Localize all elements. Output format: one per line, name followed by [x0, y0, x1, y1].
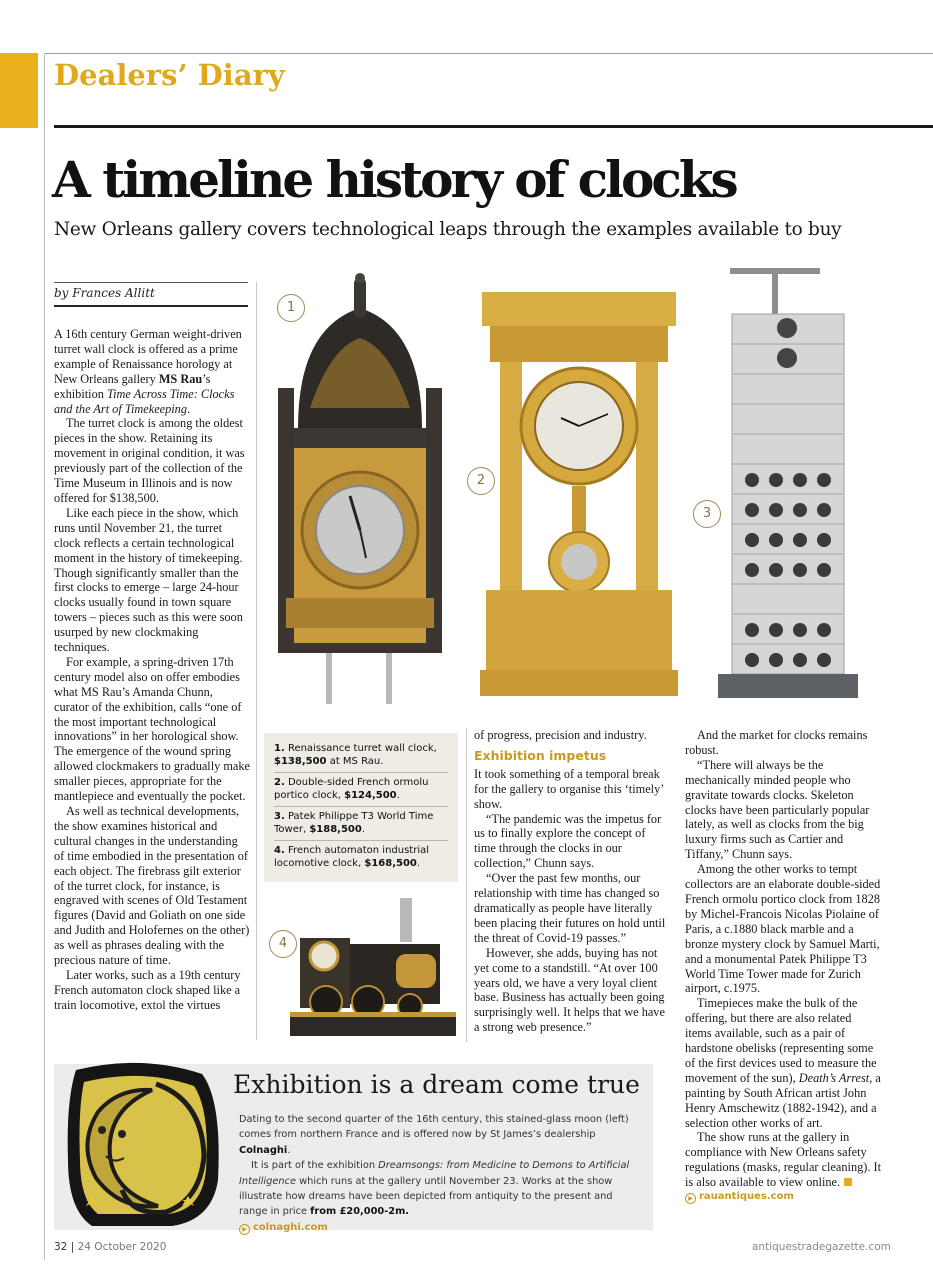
price: $138,500 [274, 756, 327, 767]
paragraph: As well as technical developments, the show examines historical and cultural changes in the understanding of time embodied in the presentation of each object. The firebrass gilt exterior of the turret clock, for instance, is engraved with scenes of Old Testament figures (David and Goliath on one side and Judith and Holofernes on the other) as well as phrases dealing with the precious nature of time. [54, 804, 250, 968]
world-time-tower-image [712, 266, 862, 700]
panel-title: Exhibition is a dream come true [233, 1070, 640, 1099]
caption-item: 1. Renaissance turret wall clock, $138,500 at MS Rau. [274, 739, 448, 773]
price: $188,500 [309, 824, 362, 835]
panel-text [239, 1112, 639, 1235]
paragraph: For example, a spring-driven 17th century model also on offer embodies what MS Rau’s Amanda Chunn, curator of the exhibition, calls “one of the most important technological innovations” in her horological show. The emergence of the wound spring allowed clockmakers to gradually make smaller pieces, appropriate for the mantlepiece and eventually the pocket. [54, 654, 250, 804]
square-end-mark [844, 1178, 852, 1186]
price: $168,500 [364, 858, 417, 869]
paragraph: of progress, precision and industry. [474, 728, 647, 742]
paragraph: And the market for clocks remains robust. [685, 728, 868, 757]
locomotive-clock-image [286, 894, 458, 1044]
portico-clock-image [476, 286, 682, 700]
rauantiques-link[interactable]: ▶ rauantiques.com [685, 1190, 881, 1205]
paragraph: It is part of the exhibition Dreamsongs: from Medicine to Demons to Artificial Intelligence which runs at the gallery until November 23. Works at the show illustrate how dreams have been depicted from antiquity to the present and range in price from £20,000-2m. [239, 1160, 630, 1218]
turret-clock-image [270, 268, 450, 706]
exhibition-title: Dreamsongs: from Medicine to Demons to Artificial Intelligence [239, 1160, 630, 1187]
footer-page-info [54, 1241, 166, 1253]
caption-box [264, 733, 458, 882]
byline: by Frances Allitt [54, 286, 155, 300]
dealer-name: MS Rau [158, 371, 203, 386]
paragraph: However, she adds, buying has not yet come to a standstill. “At over 100 years old, we have a very loyal client base. Business has actually been going surprisingly well. It helps that we have a strong web presence.” [474, 945, 665, 1035]
painting-title: Death’s Arrest [798, 1070, 870, 1085]
section-rule [54, 125, 933, 128]
stained-glass-moon-image [62, 1060, 222, 1230]
paragraph: Timepieces make the bulk of the offering, but there are also related items available, such as a pair of hardstone obelisks (representing some of the first devices used to measure the movement of the sun), Death’s Arrest, a painting by South African artist John Henry Amschewitz (1882-1942), and a selection other works of art. [685, 996, 881, 1130]
paragraph: Like each piece in the show, which runs until November 21, the turret clock reflects a certain technological moment in the history of timekeeping. Though significantly smaller than the first clocks to emerge – large 24-hour clocks usually found in town square towers – pieces such as this were soon usurped by new clockmaking techniques. [54, 505, 243, 655]
price-range: from £20,000-2m. [310, 1206, 410, 1218]
column-divider [256, 282, 257, 1040]
section-color-tab [0, 53, 38, 128]
section-title: Dealers’ Diary [54, 58, 285, 92]
paragraph: Dating to the second quarter of the 16th century, this stained-glass moon (left) comes from northern France and is offered now by St James’s dealership Colnaghi. [239, 1114, 629, 1156]
paragraph: Among the other works to tempt collectors are an elaborate double-sided French ormolu portico clock from 1828 by Michel-Francois Nicolas Piolaine of Paris, a c.1880 black marble and a bronze mystery clock by Samuel Marti, and a monumental Patek Philippe T3 World Time Tower made for Zurich airport, c.1975. [685, 862, 881, 996]
image-number-badge: 2 [467, 467, 495, 495]
caption-item: 3. Patek Philippe T3 World Time Tower, $188,500. [274, 807, 448, 841]
headline: A timeline history of clocks [52, 150, 736, 209]
paragraph: The turret clock is among the oldest pieces in the show. Retaining its movement in original condition, it was previously part of the collection of the Time Museum in Illinois and is now offered for $138,500. [54, 416, 245, 505]
standfirst: New Orleans gallery covers technological leaps through the examples available to buy [54, 219, 842, 240]
paragraph: It took something of a temporal break for the gallery to organise this ‘timely’ show. [474, 766, 664, 811]
exhibition-title: Time Across Time: Clocks and the Art of Timekeeping [54, 386, 235, 416]
footer-separator: | [70, 1241, 75, 1253]
image-number-badge: 4 [269, 930, 297, 958]
image-number-badge: 1 [277, 294, 305, 322]
left-rule [44, 53, 45, 1260]
paragraph: “Over the past few months, our relationship with time has changed so dramatically as people have literally been placing their futures on hold until the threat of Covid-19 passes.” [474, 871, 666, 945]
caption-item: 4. French automaton industrial locomotive clock, $168,500. [274, 845, 430, 869]
play-circle-icon: ▶ [239, 1224, 250, 1235]
paragraph: The show runs at the gallery in compliance with New Orleans safety regulations (masks, regular cleaning). It is also available to view online. [685, 1130, 881, 1190]
price: $124,500 [344, 790, 397, 801]
colnaghi-link[interactable]: ▶ colnaghi.com [239, 1220, 639, 1235]
caption-item: 2. Double-sided French ormolu portico clock, $124,500. [274, 773, 448, 807]
subheading: Exhibition impetus [474, 747, 607, 763]
footer-site: antiquestradegazette.com [752, 1241, 891, 1253]
image-number-badge: 3 [693, 500, 721, 528]
issue-date: 24 October 2020 [77, 1241, 167, 1253]
paragraph: Later works, such as a 19th century French automaton clock shaped like a train locomotive, extol the virtues [54, 967, 241, 1012]
article-column-1 [54, 327, 250, 1013]
top-rule [44, 53, 933, 54]
paragraph: A 16th century German weight-driven turret wall clock is offered as a prime example of Renaissance horology at New Orleans gallery MS Rau’s exhibition Time Across Time: Clocks and the Art of Timekeeping. [54, 327, 242, 416]
article-column-3 [685, 728, 881, 1205]
byline-rule-top [54, 282, 248, 283]
paragraph: “There will always be the mechanically minded people who gravitate towards clocks. Skeleton clocks have been particularly popular lately, as well as clocks from the big luxury firms such as Cartier and Tiffany,” Chunn says. [685, 757, 870, 862]
column-divider [466, 728, 467, 1042]
dealer-name: Colnaghi [239, 1144, 288, 1156]
play-circle-icon: ▶ [685, 1193, 696, 1204]
article-column-2 [474, 728, 670, 1035]
byline-rule-bottom [54, 305, 248, 307]
paragraph: “The pandemic was the impetus for us to finally explore the concept of time through the clocks in our collection,” Chunn says. [474, 811, 662, 871]
page-number: 32 [54, 1241, 68, 1253]
